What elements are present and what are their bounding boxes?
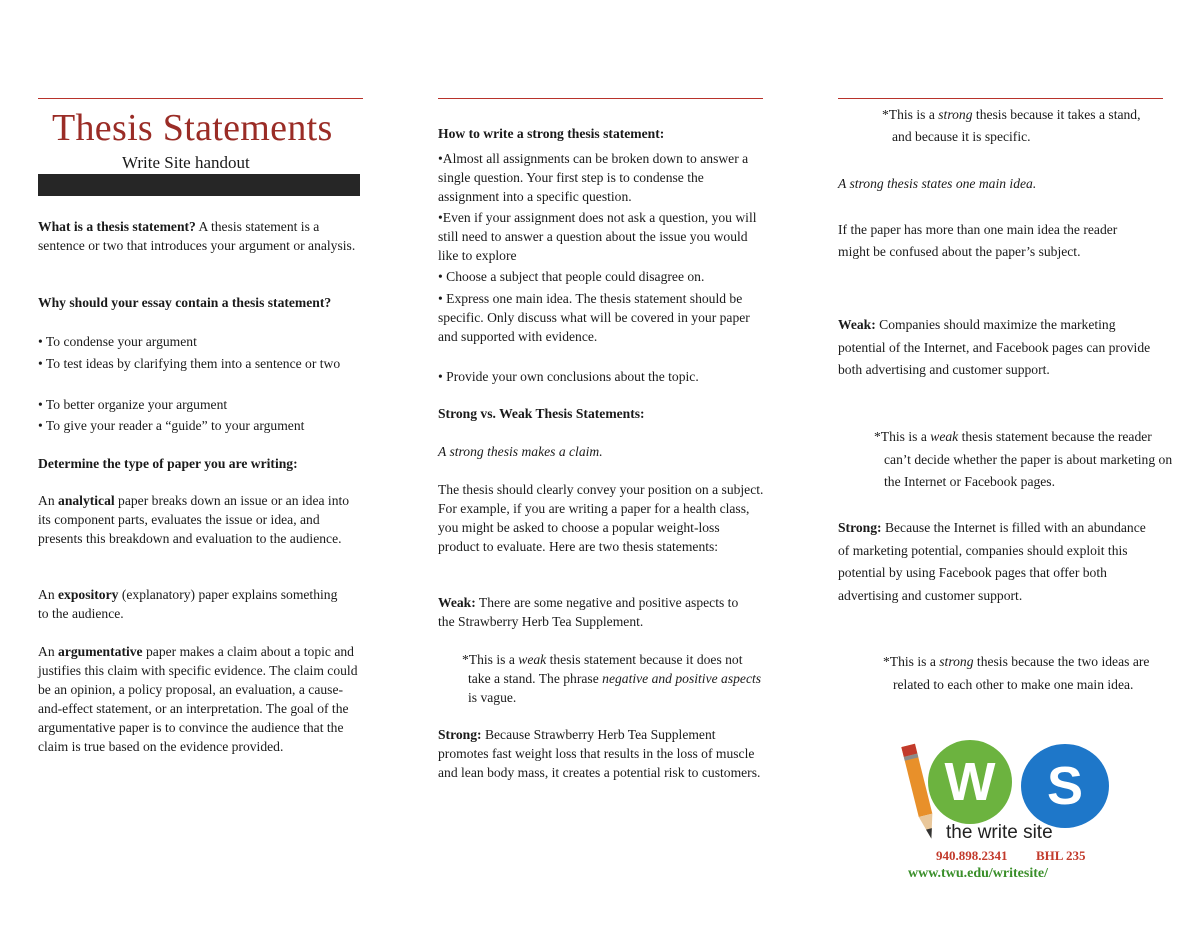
page-title: Thesis Statements: [52, 107, 333, 149]
why-thesis-question: [38, 293, 338, 312]
column-3-top-rule: [838, 98, 1163, 99]
weak-note-2-emphasis: weak: [930, 429, 959, 444]
weak-example-1: [438, 593, 756, 631]
expository-term: expository: [58, 587, 119, 602]
weak-example-2-text: Companies should maximize the marketing potential of the Internet, and Facebook pages can provide both advertising and customer support.: [838, 317, 1151, 377]
strong-vs-weak-heading: [438, 404, 760, 423]
why-thesis-question-text: Why should your essay contain a thesis statement?: [38, 295, 332, 310]
expository-text: (explanatory) paper explains something to the audience.: [38, 587, 338, 621]
strong-example-2: [838, 517, 1158, 607]
weak-note-2-text: thesis statement because the reader can’t decide whether the paper is about marketing on the Internet or Facebook pages.: [884, 429, 1173, 489]
what-is-thesis-question: What is a thesis statement?: [38, 219, 196, 234]
strong-example-text: Because Strawberry Herb Tea Supplement promotes fast weight loss that results in the loss of muscle and lean body mass, it creates a potential risk to customers.: [438, 727, 761, 780]
expository-paragraph: [38, 585, 338, 623]
thesis-intro-paragraph: The thesis should clearly convey your position on a subject. For example, if you are writing a paper for a health class, you might be asked to choose a popular weight-loss product to evaluate. Here are two thesis statements:: [438, 482, 764, 554]
makes-claim-line: [438, 442, 760, 461]
weak-note-end: is vague.: [468, 690, 517, 705]
expository-prefix: An: [38, 587, 59, 602]
weak-label: Weak:: [438, 595, 476, 610]
confused-paragraph: If the paper has more than one main idea the reader might be confused about the paper’s subject.: [838, 222, 1118, 259]
paper-type-heading: [38, 454, 368, 473]
weak-note-prefix: *This is a: [462, 652, 519, 667]
argumentative-text: paper makes a claim about a topic and justifies this claim with specific evidence. The claim could be an opinion, a policy proposal, an evaluation, a cause-and-effect statement, or an interpretation. The goal of the argumentative paper is to convince the audience that the claim is true based on the evidence provided.: [38, 644, 358, 754]
what-is-thesis-answer: A thesis statement is a sentence or two that introduces your argument or analysis.: [38, 219, 356, 253]
column-1-top-rule: [38, 98, 363, 99]
column-2-top-rule: [438, 98, 763, 99]
weak-note-2: [874, 426, 1174, 494]
how-to-step-4: • Express one main idea. The thesis statement should be specific. Only discuss what will be covered in your paper and supported with evidence.: [438, 291, 750, 344]
strong-note-1-prefix: *This is a: [882, 107, 939, 122]
strong-label-2: Strong:: [838, 520, 882, 535]
how-to-heading-text: How to write a strong thesis statement:: [438, 126, 665, 141]
weak-note-emphasis: weak: [518, 652, 547, 667]
write-site-logo: [900, 738, 1120, 888]
how-to-heading: [438, 124, 760, 143]
how-to-step-1: •Almost all assignments can be broken down to answer a single question. Your first step is to condense the assignment into a specific question.: [438, 151, 749, 204]
what-is-thesis-paragraph: [38, 217, 360, 255]
logo-name: the write site: [946, 822, 1053, 843]
strong-note-1: [882, 104, 1162, 148]
strong-note-2-text: thesis because the two ideas are related to each other to make one main idea.: [893, 654, 1150, 692]
s-letter: S: [1046, 756, 1084, 816]
logo-room: BHL 235: [1036, 848, 1086, 863]
main-idea-text: A strong thesis states one main idea.: [838, 176, 1037, 191]
analytical-term: analytical: [58, 493, 115, 508]
weak-note-2-prefix: *This is a: [874, 429, 931, 444]
strong-note-1-text: thesis because it takes a stand, and because it is specific.: [892, 107, 1141, 144]
logo-phone: 940.898.2341: [936, 848, 1008, 863]
page-subtitle: Write Site handout: [122, 153, 250, 172]
paper-type-heading-text: Determine the type of paper you are writing:: [38, 456, 298, 471]
makes-claim-text: A strong thesis makes a claim.: [438, 444, 603, 459]
analytical-prefix: An: [38, 493, 59, 508]
strong-note-2-emphasis: strong: [939, 654, 974, 669]
analytical-paragraph: [38, 491, 356, 548]
weak-example-text: There are some negative and positive aspects to the Strawberry Herb Tea Supplement.: [438, 595, 739, 629]
strong-label: Strong:: [438, 727, 482, 742]
weak-note-text: thesis statement because it does not take a stand. The phrase: [468, 652, 743, 686]
title-dark-bar: [38, 174, 360, 196]
strong-note-2-prefix: *This is a: [883, 654, 940, 669]
why-bullet-4: • To give your reader a “guide” to your argument: [38, 418, 305, 433]
strong-example-2-text: Because the Internet is filled with an abundance of marketing potential, companies should exploit this potential by using Facebook pages that offer both advertising and customer support.: [838, 520, 1146, 603]
how-to-step-3: • Choose a subject that people could disagree on.: [438, 269, 705, 284]
why-bullet-1: • To condense your argument: [38, 334, 197, 349]
weak-note-phrase: negative and positive aspects: [602, 671, 762, 686]
weak-example-2: [838, 314, 1164, 382]
strong-note-2: [883, 651, 1163, 696]
analytical-text: paper breaks down an issue or an idea into its component parts, evaluates the issue or idea, and presents this breakdown and evaluation to the audience.: [38, 493, 350, 546]
why-bullet-3: • To better organize your argument: [38, 397, 228, 412]
how-to-step-5: • Provide your own conclusions about the topic.: [438, 369, 699, 384]
strong-vs-weak-heading-text: Strong vs. Weak Thesis Statements:: [438, 406, 645, 421]
weak-note-1: [462, 650, 768, 707]
weak-label-2: Weak:: [838, 317, 876, 332]
argumentative-prefix: An: [38, 644, 59, 659]
argumentative-paragraph: [38, 642, 360, 756]
w-letter: W: [944, 752, 996, 812]
why-bullet-2: • To test ideas by clarifying them into a sentence or two: [38, 356, 341, 371]
argumentative-term: argumentative: [58, 644, 143, 659]
strong-example-1: [438, 725, 764, 782]
logo-url[interactable]: www.twu.edu/writesite/: [908, 866, 1048, 881]
strong-note-1-emphasis: strong: [938, 107, 973, 122]
how-to-step-2: •Even if your assignment does not ask a question, you will still need to answer a question about the issue you would like to explore: [438, 210, 757, 263]
main-idea-line: [838, 174, 1160, 193]
